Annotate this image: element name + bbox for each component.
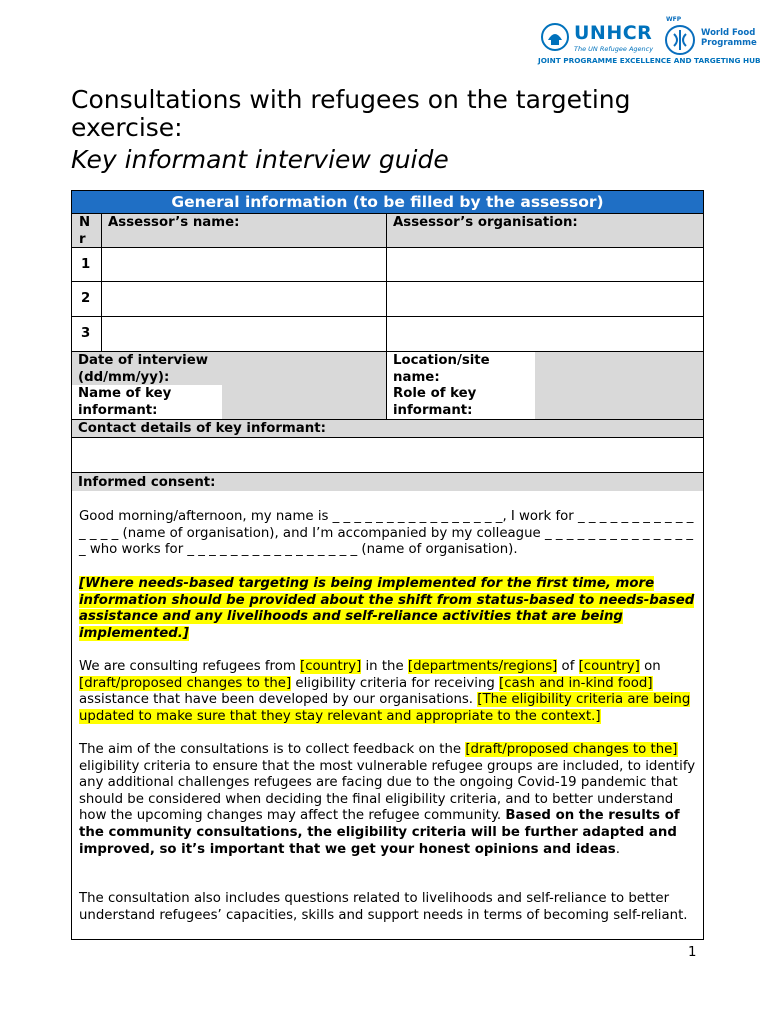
wfp-name: World Food Programme <box>701 28 757 48</box>
assessor-org-field-2[interactable] <box>386 281 703 316</box>
p3-text-3: of <box>557 659 579 674</box>
placeholder-departments: [departments/regions] <box>407 659 558 674</box>
placeholder-country-1: [country] <box>300 659 362 674</box>
assessor-org-field-1[interactable] <box>386 247 703 281</box>
assessor-name-field-2[interactable] <box>101 281 386 316</box>
page-number: 1 <box>688 945 697 960</box>
row-number-1: 1 <box>72 247 101 281</box>
placeholder-criteria-update: [The eligibility criteria are being updated to make sure that they stay relevant and appropriate to the context.] <box>79 692 691 724</box>
row-number-2: 2 <box>72 281 101 316</box>
placeholder-draft-changes: [draft/proposed changes to the] <box>79 675 292 691</box>
date-of-interview-field[interactable] <box>222 351 386 385</box>
p3-text-6: assistance that have been developed by our organisations. <box>79 692 478 708</box>
p4-text-2: eligibility criteria to ensure that the most vulnerable refugee groups are included, to identify any additional challenges refugees are facing due to the ongoing Covid-19 pandemic that should be considered when deciding the final eligibility criteria, and to better understand how the upcoming changes may affect the refugee community. <box>79 758 696 824</box>
needs-based-instruction-text: [Where needs-based targeting is being implemented for the first time, more information should be provided about the shift from status-based to needs-based assistance and any livelihoods and self-reliance activities that are being implemented.] <box>79 576 695 641</box>
document-title <box>71 86 711 174</box>
assessor-org-header: Assessor’s organisation: <box>386 213 703 247</box>
unhcr-wordmark: UNHCR <box>574 22 653 44</box>
consulting-paragraph <box>79 659 699 725</box>
needs-based-instruction <box>79 576 699 642</box>
date-of-interview-label: Date of interview (dd/mm/yy): <box>72 351 222 385</box>
p4-text-1: The aim of the consultations is to collect feedback on the <box>79 742 466 757</box>
aim-paragraph <box>79 742 699 858</box>
informant-role-label: Role of key informant: <box>386 385 535 419</box>
assessor-name-field-1[interactable] <box>101 247 386 281</box>
placeholder-assistance-type: [cash and in-kind food] <box>499 675 653 691</box>
general-info-heading: General information (to be filled by the assessor) <box>72 191 703 213</box>
nr-header: N r <box>72 213 101 247</box>
wfp-logo <box>664 16 756 56</box>
wfp-emblem-icon <box>664 24 696 56</box>
unhcr-logo <box>540 22 660 56</box>
hub-caption: JOINT PROGRAMME EXCELLENCE AND TARGETING HUB <box>538 56 761 65</box>
p4-bold-statement: Based on the results of the community consultations, the eligibility criteria will be further adapted and improved, so it’s important that we get your honest opinions and ideas <box>79 808 680 857</box>
p3-text-2: in the <box>361 659 408 674</box>
consent-intro-paragraph: Good morning/afternoon, my name is _ _ _ _ _ _ _ _ _ _ _ _ _ _ _ _, I work for _ _ _ _ _ _ _ _ _ _ _ _ _ _ _ (name of organisation), and I’m accompanied by my colleague _ _ _ _ _ _ _ _ _ _ _ _ _ _ _ who works for _ _ _ _ _ _ _ _ _ _ _ _ _ _ _ _ (name of organisation). <box>79 509 694 558</box>
row-number-3: 3 <box>72 316 101 351</box>
wfp-abbr: WFP <box>666 16 682 23</box>
location-label: Location/site name: <box>386 351 535 385</box>
title-sub: Key informant interview guide <box>71 145 449 174</box>
livelihoods-paragraph: The consultation also includes questions related to livelihoods and self-reliance to better understand refugees’ capacities, skills and support needs in terms of becoming self-reliant. <box>79 891 688 923</box>
unhcr-emblem-icon <box>540 22 570 52</box>
contact-details-field[interactable] <box>72 437 703 472</box>
title-main: Consultations with refugees on the targeting exercise: <box>71 85 631 142</box>
informed-consent-label: Informed consent: <box>72 472 703 491</box>
unhcr-tagline: The UN Refugee Agency <box>574 45 654 53</box>
contact-details-label: Contact details of key informant: <box>72 419 703 437</box>
p3-text-1: We are consulting refugees from <box>79 659 301 674</box>
header-logos <box>536 14 761 70</box>
placeholder-country-2: [country] <box>578 659 640 674</box>
location-field[interactable] <box>535 351 703 385</box>
informant-name-label: Name of key informant: <box>78 386 172 418</box>
p3-text-5: eligibility criteria for receiving <box>291 675 500 691</box>
assessor-org-field-3[interactable] <box>386 316 703 351</box>
general-information-table <box>71 190 704 940</box>
informant-name-field[interactable] <box>222 385 386 419</box>
assessor-name-header: Assessor’s name: <box>101 213 386 247</box>
assessor-name-field-3[interactable] <box>101 316 386 351</box>
informant-role-field[interactable] <box>535 385 703 419</box>
p4-text-3: . <box>615 841 620 857</box>
p3-text-4: on <box>639 659 661 674</box>
placeholder-draft-changes-2: [draft/proposed changes to the] <box>465 742 678 757</box>
